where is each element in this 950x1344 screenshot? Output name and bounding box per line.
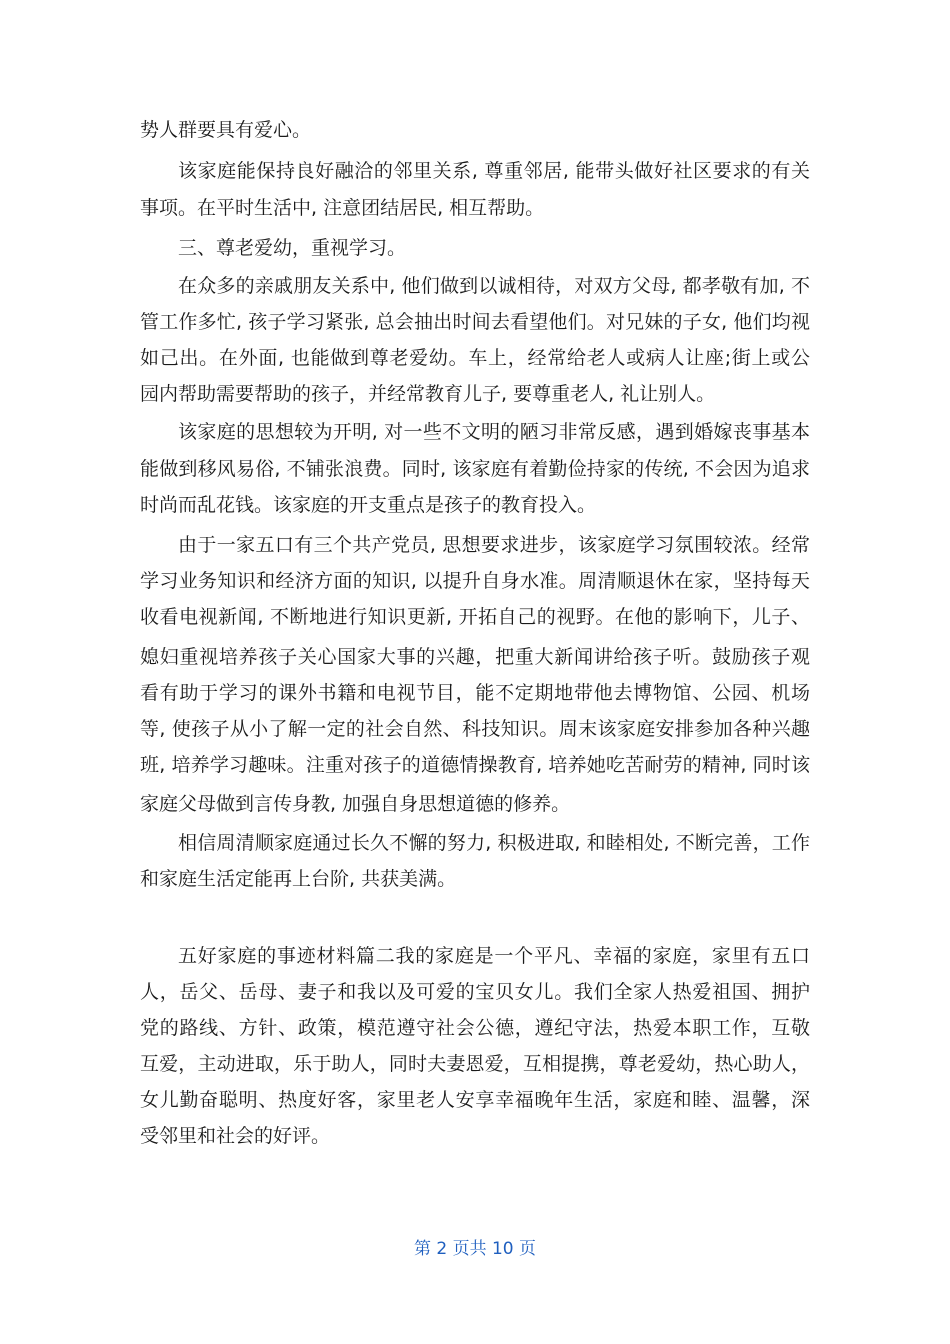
text-line: 如己出。在外面, 也能做到尊老爱幼。车上，经常给老人或病人让座;街上或公 (140, 347, 810, 369)
section-heading: 三、尊老爱幼，重视学习。 (178, 237, 407, 259)
text-line: 女儿勤奋聪明、热度好客，家里老人安享幸福晚年生活，家庭和睦、温馨，深 (140, 1089, 810, 1111)
text-line: 受邻里和社会的好评。 (140, 1125, 331, 1147)
text-line: 由于一家五口有三个共产党员, 思想要求进步，该家庭学习氛围较浓。经常 (178, 534, 810, 556)
text-line: 互爱，主动进取，乐于助人，同时夫妻恩爱，互相提携，尊老爱幼，热心助人， (140, 1053, 810, 1075)
text-line: 看有助于学习的课外书籍和电视节目，能不定期地带他去博物馆、公园、机场 (140, 682, 810, 704)
text-line: 班, 培养学习趣味。注重对孩子的道德情操教育, 培养她吃苦耐劳的精神, 同时该 (140, 754, 810, 776)
text-line: 家庭父母做到言传身教, 加强自身思想道德的修养。 (140, 793, 571, 815)
text-line: 事项。在平时生活中, 注意团结居民, 相互帮助。 (140, 197, 545, 219)
text-line: 能做到移风易俗, 不铺张浪费。同时, 该家庭有着勤俭持家的传统, 不会因为追求 (140, 458, 810, 480)
text-line: 园内帮助需要帮助的孩子，并经常教育儿子, 要尊重老人, 礼让别人。 (140, 383, 716, 405)
text-line: 学习业务知识和经济方面的知识, 以提升自身水准。周清顺退休在家，坚持每天 (140, 570, 810, 592)
text-line: 该家庭能保持良好融洽的邻里关系, 尊重邻居, 能带头做好社区要求的有关 (178, 160, 810, 182)
text-line: 等, 使孩子从小了解一定的社会自然、科技知识。周末该家庭安排参加各种兴趣 (140, 718, 810, 740)
text-line: 收看电视新闻, 不断地进行知识更新, 开拓自己的视野。在他的影响下，儿子、 (140, 606, 810, 628)
text-line: 在众多的亲戚朋友关系中, 他们做到以诚相待，对双方父母, 都孝敬有加, 不 (178, 275, 810, 297)
text-line: 势人群要具有爱心。 (140, 119, 312, 141)
text-line: 时尚而乱花钱。该家庭的开支重点是孩子的教育投入。 (140, 494, 597, 516)
text-line: 相信周清顺家庭通过长久不懈的努力, 积极进取, 和睦相处, 不断完善，工作 (178, 832, 810, 854)
text-line: 媳妇重视培养孩子关心国家大事的兴趣，把重大新闻讲给孩子听。鼓励孩子观 (140, 646, 810, 668)
text-line: 人，岳父、岳母、妻子和我以及可爱的宝贝女儿。我们全家人热爱祖国、拥护 (140, 981, 810, 1003)
text-line: 该家庭的思想较为开明, 对一些不文明的陋习非常反感，遇到婚嫁丧事基本 (178, 421, 810, 443)
text-line: 五好家庭的事迹材料篇二我的家庭是一个平凡、幸福的家庭，家里有五口 (178, 945, 810, 967)
text-line: 党的路线、方针、政策，模范遵守社会公德，遵纪守法，热爱本职工作，互敬 (140, 1017, 810, 1039)
text-line: 和家庭生活定能再上台阶, 共获美满。 (140, 868, 457, 890)
page-number: 第 2 页共 10 页 (413, 1239, 537, 1259)
text-line: 管工作多忙, 孩子学习紧张, 总会抽出时间去看望他们。对兄妹的子女, 他们均视 (140, 311, 810, 333)
